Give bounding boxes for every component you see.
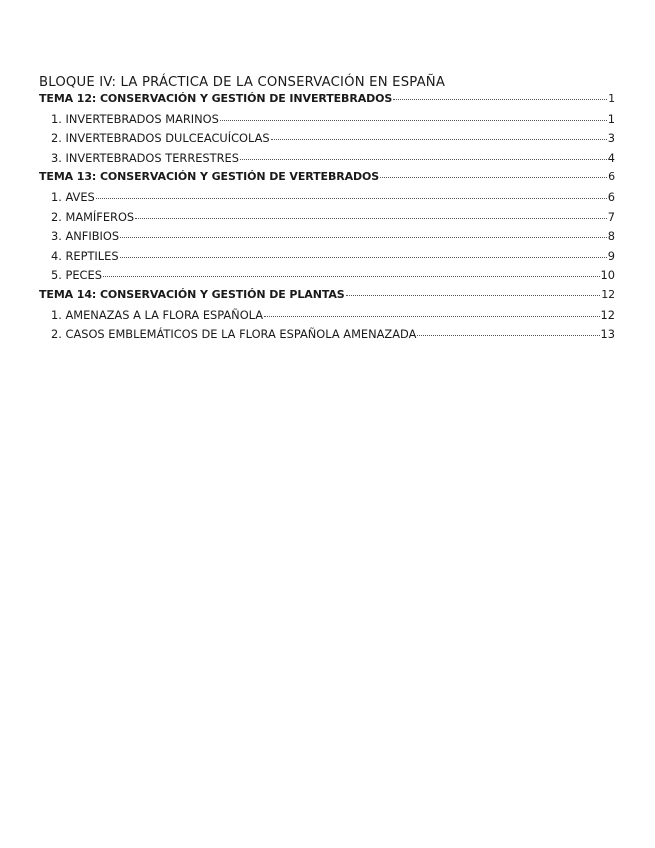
toc-entry-invertebrados-marinos[interactable] <box>39 112 615 132</box>
toc-page-number: 1 <box>608 92 615 105</box>
toc-entry-tema-14[interactable] <box>39 288 615 308</box>
toc-entry-tema-13[interactable] <box>39 170 615 190</box>
toc-dot-leader <box>240 159 607 160</box>
toc-page-number: 10 <box>600 268 615 283</box>
toc-entry-label: 1. AMENAZAS A LA FLORA ESPAÑOLA <box>51 307 264 322</box>
toc-dot-leader <box>120 257 607 258</box>
toc-dot-leader <box>393 99 607 100</box>
toc-entry-label: 5. PECES <box>51 268 102 283</box>
toc-entry-tema-12[interactable] <box>39 92 615 112</box>
toc-page-number: 9 <box>607 248 615 263</box>
toc-dot-leader <box>271 139 607 140</box>
toc-entry-label: 2. CASOS EMBLEMÁTICOS DE LA FLORA ESPAÑOLA AMENAZADA <box>51 327 417 342</box>
table-of-contents <box>39 92 615 347</box>
toc-page-number: 12 <box>600 307 615 322</box>
toc-entry-label: 3. ANFIBIOS <box>51 229 120 244</box>
toc-entry-invertebrados-dulceacuicolas[interactable] <box>39 131 615 151</box>
toc-page-number: 7 <box>607 209 615 224</box>
toc-entry-peces[interactable] <box>39 268 615 288</box>
toc-page-number: 12 <box>601 287 615 301</box>
toc-entry-label: TEMA 12: CONSERVACIÓN Y GESTIÓN DE INVERTEBRADOS <box>39 92 393 105</box>
toc-dot-leader <box>220 120 607 121</box>
toc-page-number: 3 <box>607 131 615 146</box>
toc-entry-aves[interactable] <box>39 190 615 210</box>
toc-entry-label: 3. INVERTEBRADOS TERRESTRES <box>51 150 239 165</box>
toc-page-number: 13 <box>600 327 615 342</box>
toc-entry-label: 1. INVERTEBRADOS MARINOS <box>51 111 219 126</box>
toc-dot-leader <box>135 218 607 219</box>
toc-entry-label: 1. AVES <box>51 189 95 204</box>
toc-dot-leader <box>417 335 599 336</box>
toc-page-number: 1 <box>607 111 615 126</box>
toc-entry-anfibios[interactable] <box>39 229 615 249</box>
toc-page-number: 4 <box>607 150 615 165</box>
toc-entry-invertebrados-terrestres[interactable] <box>39 151 615 171</box>
toc-dot-leader <box>346 295 601 296</box>
toc-entry-label: TEMA 14: CONSERVACIÓN Y GESTIÓN DE PLANTAS <box>39 287 345 301</box>
toc-dot-leader <box>103 276 600 277</box>
bloque-title: BLOQUE IV: LA PRÁCTICA DE LA CONSERVACIÓN EN ESPAÑA <box>39 75 446 90</box>
toc-entry-reptiles[interactable] <box>39 249 615 269</box>
toc-dot-leader <box>96 198 607 199</box>
toc-dot-leader <box>380 177 607 178</box>
toc-dot-leader <box>264 316 599 317</box>
toc-entry-mamiferos[interactable] <box>39 210 615 230</box>
toc-dot-leader <box>120 237 607 238</box>
toc-entry-casos-emblematicos[interactable] <box>39 327 615 347</box>
toc-entry-label: 2. MAMÍFEROS <box>51 209 135 224</box>
toc-page-number: 6 <box>607 189 615 204</box>
toc-entry-label: 2. INVERTEBRADOS DULCEACUÍCOLAS <box>51 131 270 146</box>
toc-page-number: 8 <box>607 229 615 244</box>
toc-entry-amenazas-flora[interactable] <box>39 308 615 328</box>
toc-entry-label: 4. REPTILES <box>51 248 119 263</box>
toc-page-number: 6 <box>608 170 615 184</box>
toc-entry-label: TEMA 13: CONSERVACIÓN Y GESTIÓN DE VERTEBRADOS <box>39 170 380 184</box>
document-page <box>39 74 615 347</box>
